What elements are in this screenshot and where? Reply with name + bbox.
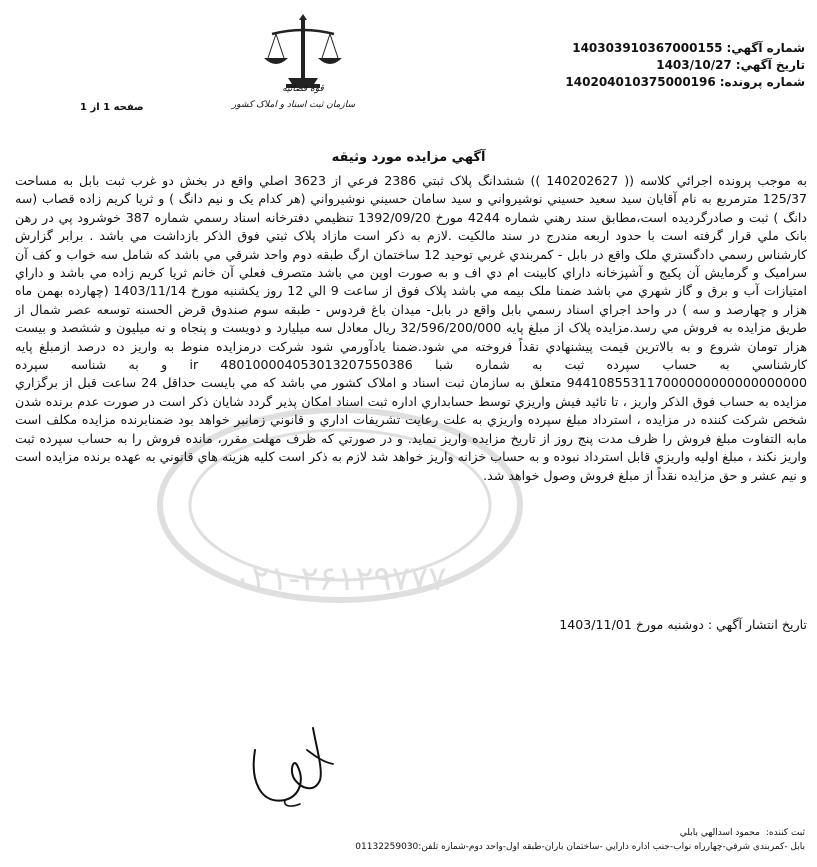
ad-date: 1403/10/27 [656,58,732,72]
ad-number: 140303910367000155 [572,41,723,55]
emblem-text-registry: سازمان ثبت اسناد و املاک کشور [231,100,355,110]
emblem-text-judiciary: قوه قضائيه [282,84,324,94]
footer [0,826,817,854]
ad-date-row [405,57,805,74]
case-number: 140204010375000196 [565,75,716,89]
ad-metadata [405,40,805,91]
watermark-text: ۰۲۱-۲۶۱۲۹۷۷۷ [233,559,447,599]
registrar-label: ثبت کننده: [765,828,805,838]
publication-date-row [15,617,807,632]
registrar-row [0,826,817,840]
case-number-row [405,74,805,91]
publication-date-label: تاريخ انتشار آگهي : دوشنبه مورخ [635,617,807,632]
document-title: آگهي مزايده مورد وثيقه [331,150,486,165]
ad-number-row [405,40,805,57]
case-number-label: شماره پرونده: [719,75,805,89]
auction-body [15,172,807,485]
publication-date: 1403/11/01 [559,617,632,632]
handwritten-signature-icon [245,720,340,810]
auction-body-paragraph: به موجب پرونده اجرائي کلاسه (( 140202627 )) ششدانگ پلاک ثبتي 2386 فرعي از 3623 اصلي واقع در بخش دو غرب ثبت بابل به مساحت 125/37 مترمربع به نام آقايان سيد سعيد حسيني نوشيرواني و سيد سامان حسيني نوشيرواني (هر کدام يک و نيم دانگ ) و ثريا کريم زاده قصاب (سه دانگ ) ثبت و صادرگرديده است،مطابق سند رهني شماره 4244 مورخ 1392/09/20 تنظيمي دفترخانه اسناد رسمي شماره 387 خوشرود پي در رهن بانک ملي قرار گرفته است با حدود اربعه مندرج در سند مالکيت .لازم به ذکر است مازاد پلاک ثبتي فوق الذکر بازداشت مي باشد . برابر گزارش کارشناس رسمي دادگستري ملک واقع در بابل - کمربندي غربي توحيد 12 ساختمان ارگ طبقه دوم واحد شرقي مي باشد که شامل سه خواب و کف آن سراميک و گرمايش آن پکيج و آشپزخانه داراي کابينت ام دي اف و به صورت اوپن مي باشد متصرف فعلي آن خانم ثريا کريم زاده مي باشد و داراي امتيازات آب و برق و گاز شهري مي باشد ضمنا ملک بيمه مي باشد پلاک فوق از ساعت 9 الي 12 روز يکشنبه مورخ 1403/11/14 (چهارده بهمن ماه هزار و چهارصد و سه ) در واحد اجراي اسناد رسمي بابل واقع در بابل- ميدان باغ فردوس - طبقه سوم صندوق قرض الحسنه توسعه عصر شمال از طريق مزايده به فروش مي رسد.مزايده پلاک از مبلغ پايه 32/596/200/000 ريال معادل سه ميليارد و دويست و پنجاه و نه ميليون و ششصد و بيست هزار تومان شروع و به بالاترين قيمت پيشنهادي نقداً فروخته مي شود.ضمنا يادآورمي شود شرکت درمزايده منوط به واريز ده درصد ازمبلغ پايه کارشناسي به حساب سپرده ثبت به شماره شبا ir 480100004053013207550386 و به شناسه سپرده 944108553117000000000000000000 متعلق به سازمان ثبت اسناد و املاک کشور مي باشد که مي بايست حداقل 24 ساعت قبل از برگزاري مزايده به حساب فوق الذکر واريز ، تا تائيد فيش واريزي توسط حسابداري اداره ثبت اسناد امکان پذير گردد شايان ذکر است در صورت عدم برنده شدن شخص شرکت کننده در مزايده ، استرداد مبلغ سپرده واريزي به علت رعايت تشريفات اداري و قانوني زمانبر خواهد بود ضمنابرنده مزايده مکلف است مابه التفاوت مبلغ فروش را ظرف مدت پنج روز از تاريخ مزايده واريز نمايد. و در صورتي که ظرف مهلت مقرر، مانده فروش را به حساب سپرده ثبت واريز نکند ، مبلغ اوليه واريزي قابل استرداد نبوده و به حساب خزانه واريز خواهد شد لازم به ذکر است کليه هزينه هاي قانوني به عهده برنده مزايده است و نيم عشر و حق مزايده نقداً از مبلغ فروش وصول خواهد شد. [15,173,808,483]
page-number: صفحه 1 از 1 [80,102,144,113]
office-address: بابل -کمربندي شرقي-چهارراه نواب-جنب اداره دارايي -ساختمان باران-طبقه اول-واحد دوم-شماره تلفن:01132259030 [355,842,805,852]
ad-number-label: شماره آگهي: [726,41,805,55]
registrar-name: محمود اسدالهي بابلي [679,828,760,838]
ad-date-label: تاريخ آگهي: [735,58,805,72]
